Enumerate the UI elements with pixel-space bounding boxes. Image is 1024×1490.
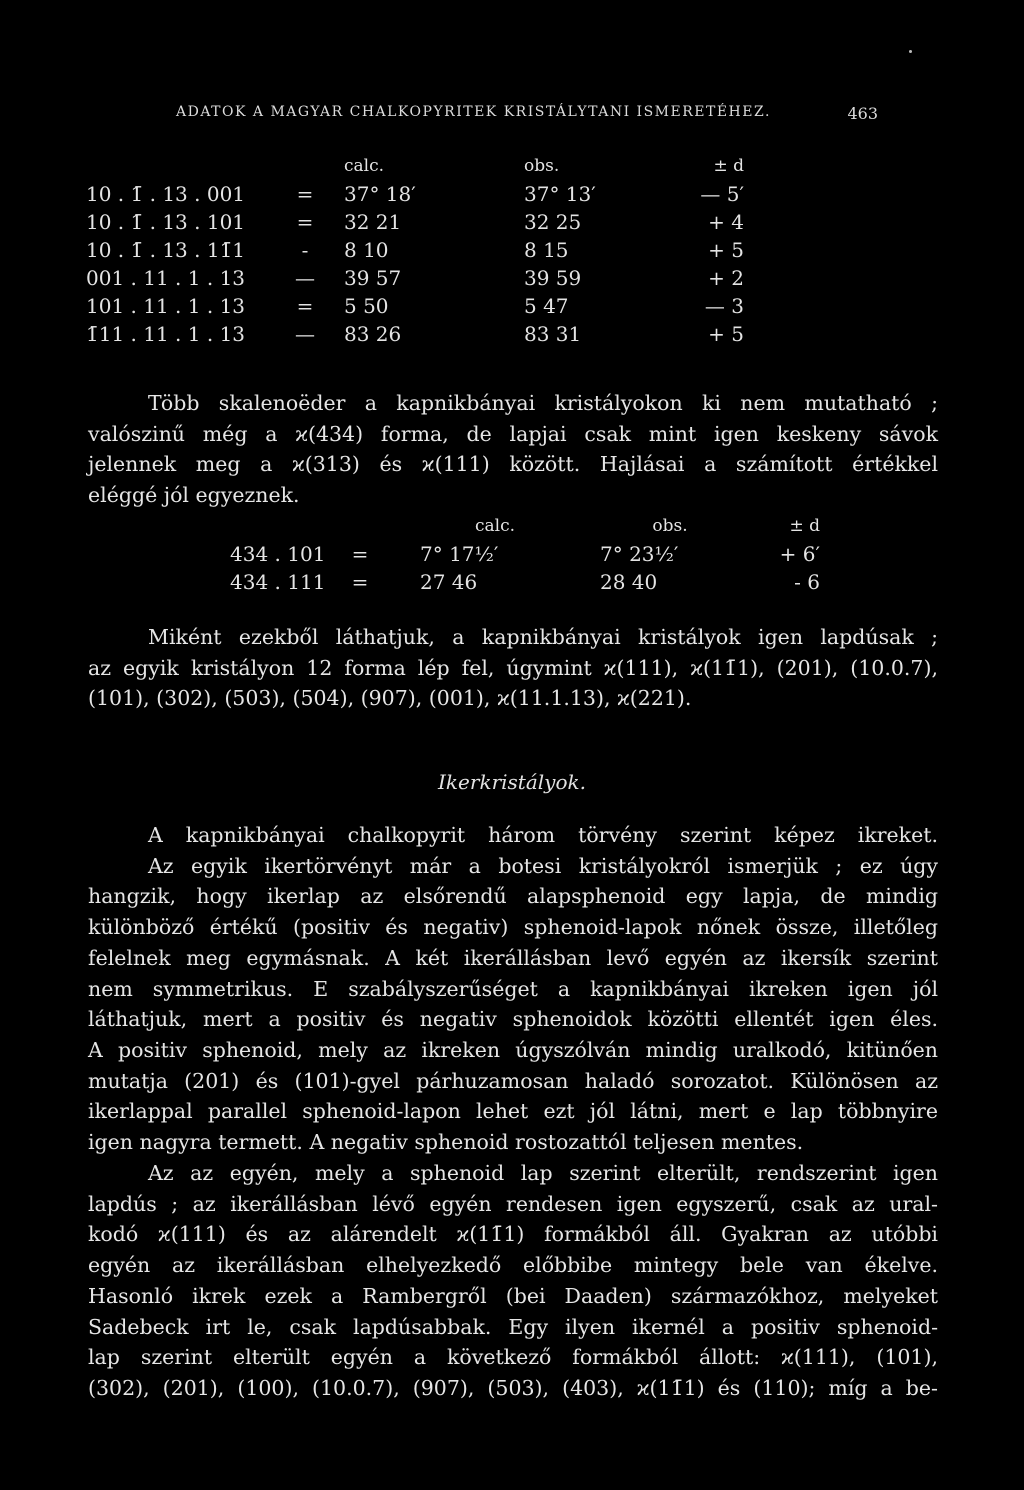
face-cell: 101 . 11 . 1 . 13 (86, 294, 246, 318)
face-cell: 1̄11 . 11 . 1 . 13 (86, 322, 246, 346)
table-row (86, 292, 744, 320)
paragraph-skalenoeder (88, 388, 938, 511)
text-line: A positiv sphenoid, mely az ikreken úgyszólván mindig uralkodó, kitünően (88, 1037, 938, 1062)
diff-header: ± d (789, 516, 820, 536)
table-row (86, 264, 744, 292)
diff-cell: — 5′ (700, 182, 744, 206)
running-title: ADATOK A MAGYAR CHALKOPYRITEK KRISTÁLYTANI ISMERETÉHEZ. (176, 104, 771, 120)
diff-cell: + 4 (708, 210, 744, 234)
table-row (86, 180, 744, 208)
text-line: valószinű még a ϰ(434) forma, de lapjai csak mint igen keskeny sávok (88, 421, 938, 446)
table-row (86, 320, 744, 348)
diff-header: ± d (713, 156, 744, 176)
angle-table-2 (230, 512, 820, 596)
calc-header: calc. (474, 516, 516, 536)
text-line: eléggé jól egyeznek. (88, 483, 300, 508)
paragraph-egyen (88, 1158, 938, 1404)
text-line: felelnek meg egymásnak. A két ikerállásban levő egyén az ikersík szerint (88, 945, 938, 970)
relation-cell: = (351, 570, 369, 594)
obs-cell: 5 47 (524, 294, 569, 318)
text-line: ikerlappal parallel sphenoid-lapon lehet ezt jól látni, mert e lap többnyire (88, 1099, 938, 1124)
face-cell: 10 . 1̄ . 13 . 11̄1 (86, 238, 246, 262)
paragraph-lapdus (88, 622, 938, 714)
face-cell: 10 . 1̄ . 13 . 001 (86, 182, 246, 206)
obs-cell: 8 15 (524, 238, 569, 262)
text-line: különböző értékű (positiv és negativ) sphenoid-lapok nőnek össze, illetőleg (88, 915, 938, 940)
text-line: nem symmetrikus. E szabályszerűséget a kapnikbányai ikreken igen jól (88, 976, 938, 1001)
diff-cell: + 6′ (779, 542, 820, 566)
text-line: (101), (302), (503), (504), (907), (001), ϰ(11.1.13), ϰ(221). (88, 686, 692, 711)
text-line: Az az egyén, mely a sphenoid lap szerint elterült, rendszerint igen (148, 1161, 938, 1185)
text-line: mutatja (201) és (101)-gyel párhuzamosan haladó sorozatot. Különösen az (88, 1068, 938, 1093)
text-line: jelennek meg a ϰ(313) és ϰ(111) között. Hajlásai a számított értékkel (88, 452, 938, 477)
speck-mark (909, 50, 912, 53)
paragraph-ikertorveny (88, 820, 938, 1158)
diff-cell: + 5 (708, 322, 744, 346)
text-line: hangzik, hogy ikerlap az elsőrendű alapsphenoid egy lapja, de mindig (88, 884, 938, 909)
text-line: igen nagyra termett. A negativ sphenoid rostozattól teljesen mentes. (88, 1130, 804, 1155)
text-line: az egyik kristályon 12 forma lép fel, úgymint ϰ(111), ϰ(11̄1), (201), (10.0.7), (88, 655, 938, 680)
angle-table-1 (86, 152, 744, 348)
diff-cell: - 6 (794, 570, 820, 594)
text-line: Több skalenoëder a kapnikbányai kristályokon ki nem mutatható ; (148, 391, 938, 415)
text-line: lapdús ; az ikerállásban lévő egyén rendesen igen egyszerű, csak az ural- (88, 1191, 938, 1216)
face-cell: 10 . 1̄ . 13 . 101 (86, 210, 246, 234)
diff-cell: — 3 (704, 294, 744, 318)
text-line: Az egyik ikertörvényt már a botesi kristályokról ismerjük ; ez úgy (148, 853, 938, 878)
face-cell: 434 . 101 (230, 542, 326, 566)
table-row (230, 540, 820, 568)
relation-cell: = (296, 210, 314, 234)
text-line: lap szerint elterült egyén a következő formákból állott: ϰ(111), (101), (88, 1345, 938, 1370)
obs-cell: 39 59 (524, 266, 582, 290)
calc-cell: 5 50 (344, 294, 389, 318)
calc-cell: 37° 18′ (344, 182, 416, 206)
table-row (230, 568, 820, 596)
calc-cell: 39 57 (344, 266, 402, 290)
diff-cell: + 5 (708, 238, 744, 262)
relation-cell: = (296, 182, 314, 206)
table-header-row (230, 512, 820, 540)
text-line: Sadebeck irt le, csak lapdúsabbak. Egy ilyen ikernél a positiv sphenoid- (88, 1314, 938, 1339)
obs-cell: 37° 13′ (524, 182, 596, 206)
section-title: Ikerkristályok. (438, 770, 586, 794)
text-line: (302), (201), (100), (10.0.7), (907), (503), (403), ϰ(11̄1) és (110); míg a be- (88, 1375, 938, 1400)
table-header-row (86, 152, 744, 180)
relation-cell: - (301, 238, 309, 262)
face-cell: 434 . 111 (230, 570, 326, 594)
page-number: 463 (847, 104, 878, 123)
relation-cell: = (351, 542, 369, 566)
text-line: A kapnikbányai chalkopyrit három törvény szerint képez ikreket. (148, 823, 938, 847)
calc-cell: 32 21 (344, 210, 402, 234)
calc-cell: 83 26 (344, 322, 402, 346)
calc-cell: 8 10 (344, 238, 389, 262)
obs-cell: 7° 23½′ (600, 542, 679, 566)
face-cell: 001 . 11 . 1 . 13 (86, 266, 246, 290)
text-line: kodó ϰ(111) és az alárendelt ϰ(11̄1) formákból áll. Gyakran az utóbbi (88, 1222, 938, 1247)
text-line: Miként ezekből láthatjuk, a kapnikbányai kristályok igen lapdúsak ; (148, 625, 938, 649)
relation-cell: — (295, 266, 315, 290)
relation-cell: = (296, 294, 314, 318)
table-row (86, 236, 744, 264)
calc-cell: 7° 17½′ (420, 542, 499, 566)
obs-cell: 32 25 (524, 210, 582, 234)
table-row (86, 208, 744, 236)
calc-header: calc. (344, 156, 385, 176)
obs-header: obs. (524, 156, 560, 176)
relation-cell: — (295, 322, 315, 346)
text-line: Hasonló ikrek ezek a Rambergről (bei Daaden) származókhoz, melyeket (88, 1283, 938, 1308)
obs-cell: 28 40 (600, 570, 658, 594)
obs-header: obs. (652, 516, 688, 536)
running-header (176, 104, 878, 123)
text-line: egyén az ikerállásban elhelyezkedő előbbibe mintegy bele van ékelve. (88, 1253, 938, 1278)
text-line: láthatjuk, mert a positiv és negativ sphenoidok közötti ellentét igen éles. (88, 1007, 938, 1032)
obs-cell: 83 31 (524, 322, 582, 346)
calc-cell: 27 46 (420, 570, 478, 594)
diff-cell: + 2 (708, 266, 744, 290)
